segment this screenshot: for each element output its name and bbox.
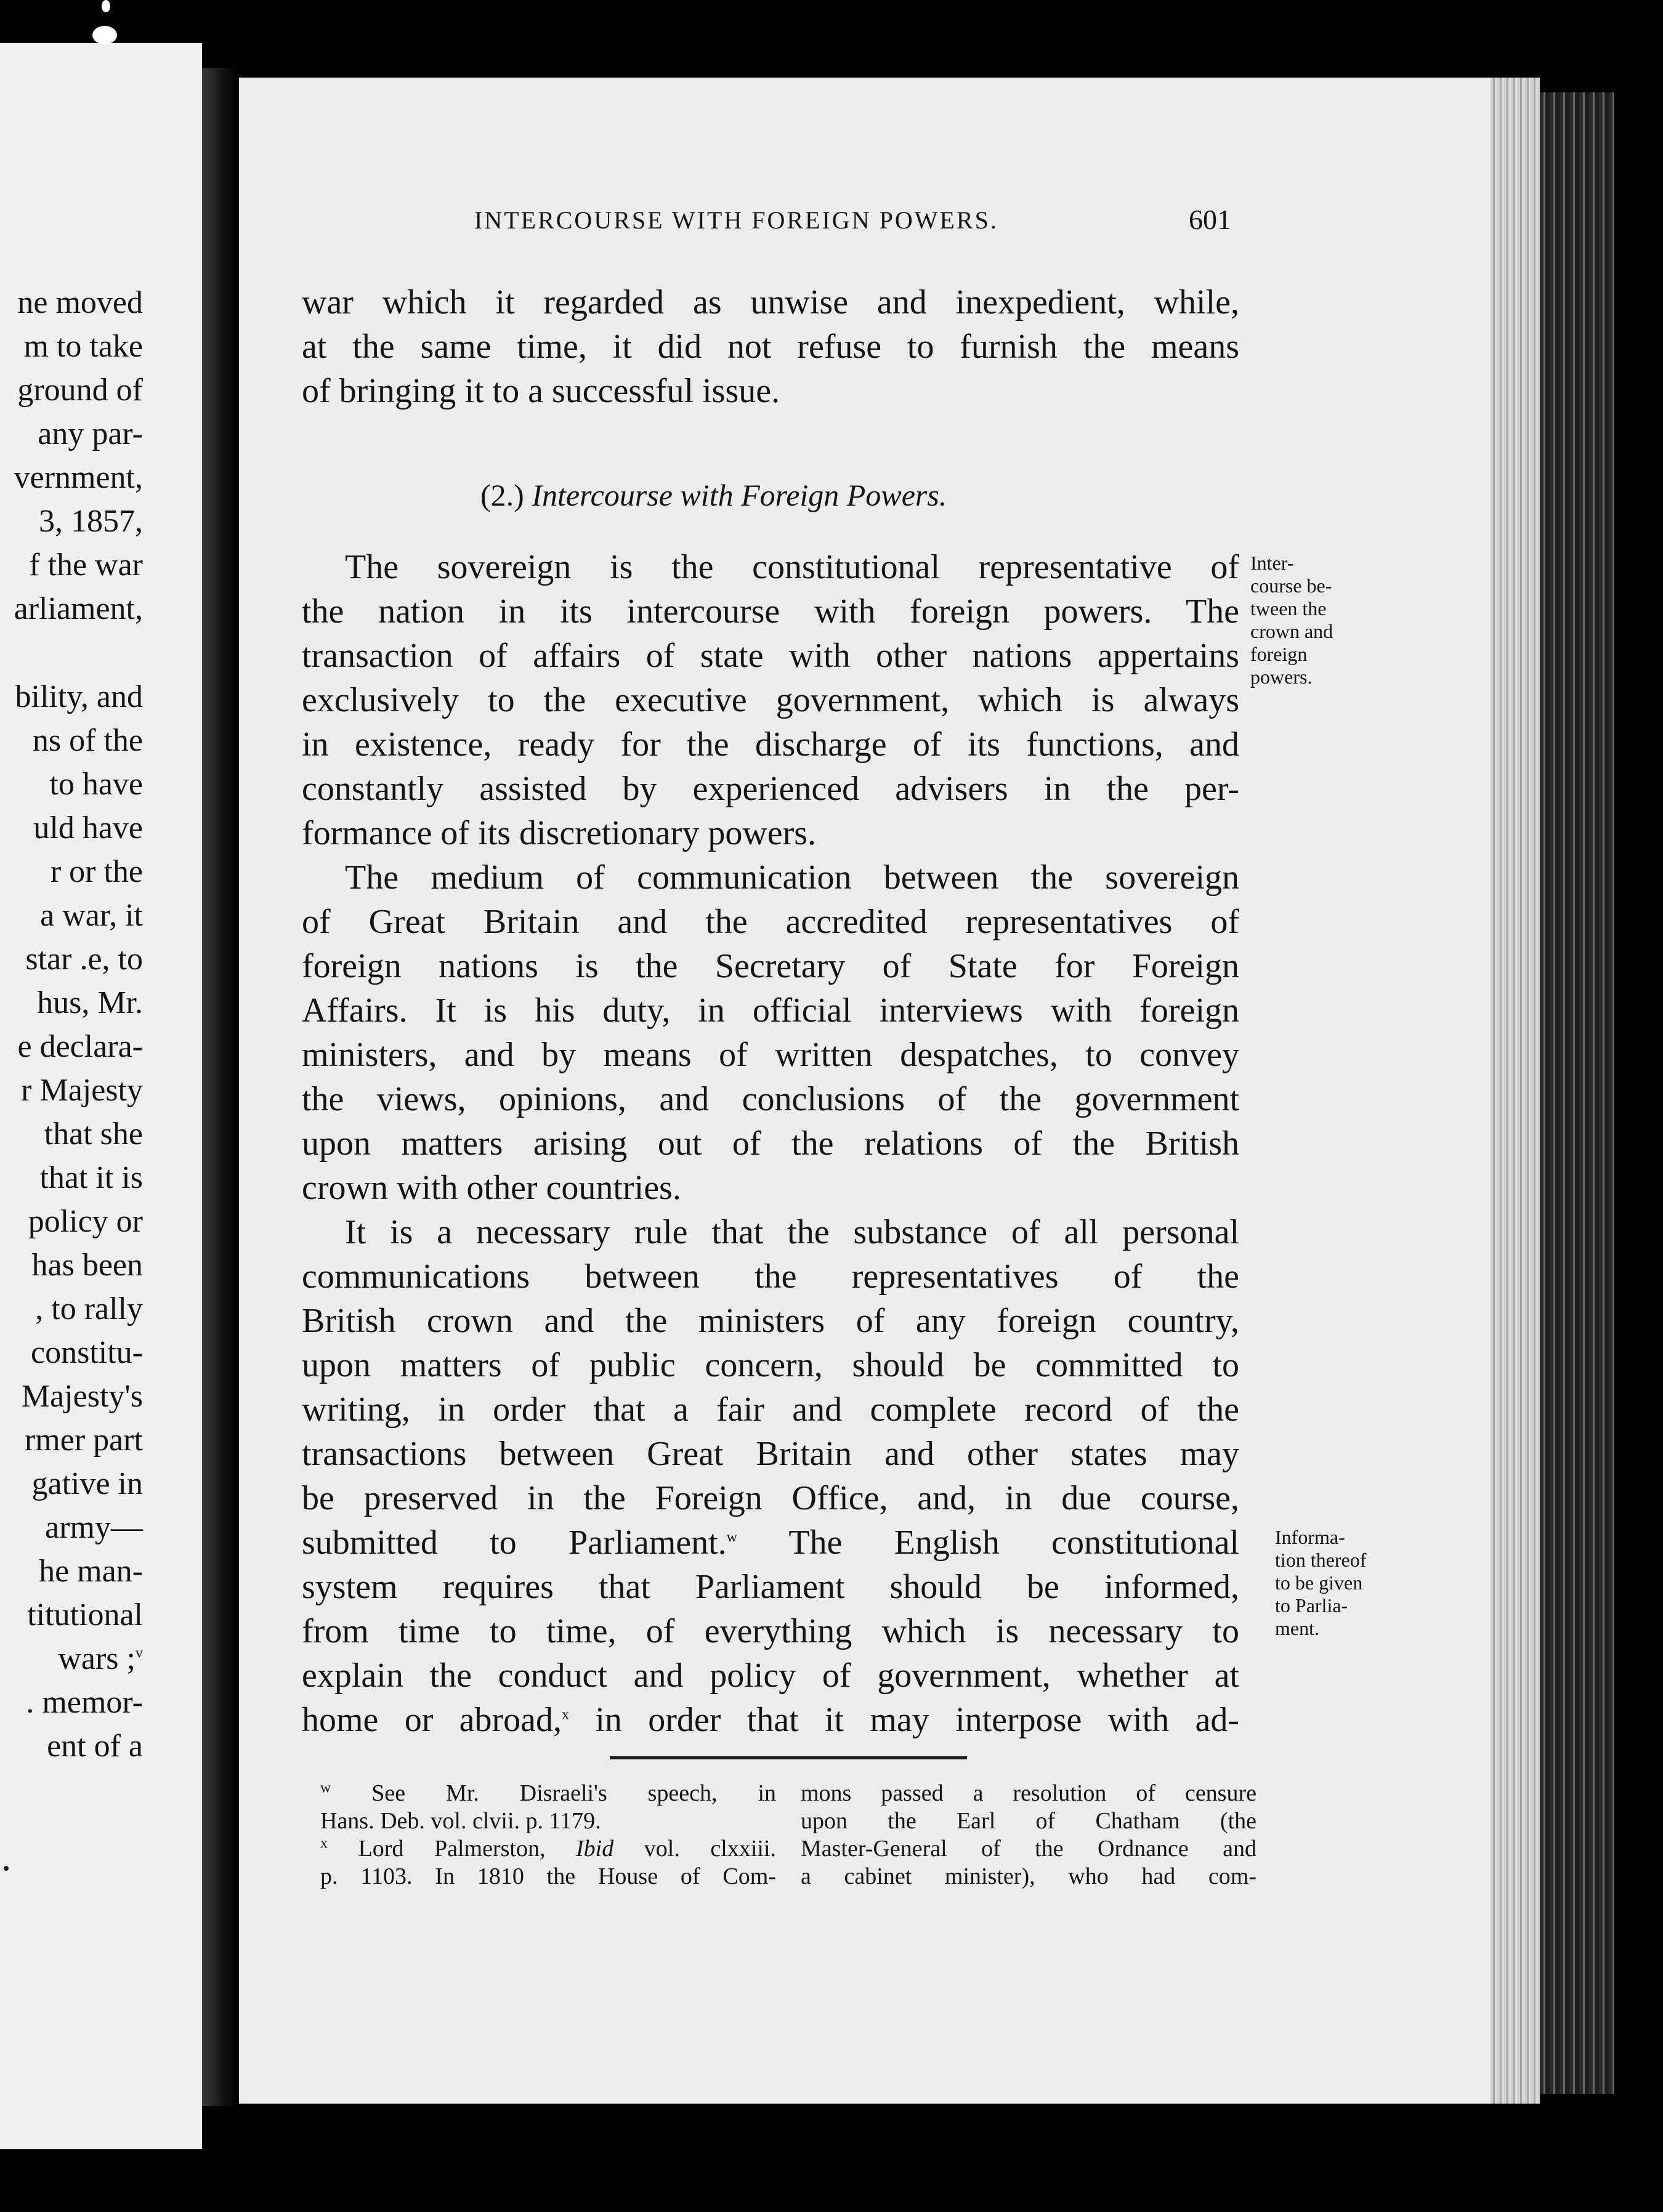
text-line: transactions between Great Britain and other states may xyxy=(302,1435,1239,1473)
footnote-continued-line: Master-General of the Ordnance and xyxy=(801,1836,1256,1862)
left-page-line: that she xyxy=(44,1116,143,1152)
page-stack-edge xyxy=(1540,92,1614,2094)
text-line: the nation in its intercourse with foreign powers. The xyxy=(302,592,1239,631)
left-page-line: . memor- xyxy=(26,1685,143,1720)
left-page-line: any par- xyxy=(38,416,143,451)
text-line: upon matters arising out of the relations of the British xyxy=(302,1124,1239,1163)
book-gutter xyxy=(202,68,239,2106)
side-note-line: ment. xyxy=(1275,1617,1319,1639)
text-line: communications between the representatives of the xyxy=(302,1257,1239,1296)
text-line xyxy=(302,1520,1239,1565)
section-subheading xyxy=(480,477,947,513)
left-facing-page xyxy=(0,43,202,2149)
side-note-information xyxy=(1275,1526,1366,1640)
footnote-ibid: Ibid xyxy=(576,1836,614,1862)
running-head: INTERCOURSE WITH FOREIGN POWERS. xyxy=(474,206,998,234)
side-note-line: tween the xyxy=(1250,597,1327,620)
text-line: exclusively to the executive government, which is always xyxy=(302,681,1239,719)
left-page-line: titutional xyxy=(27,1597,143,1633)
side-note-line: to Parlia- xyxy=(1275,1594,1348,1617)
side-note-intercourse xyxy=(1250,552,1333,688)
footnote-text: See Mr. Disraeli's speech, in xyxy=(371,1780,776,1806)
left-page-line: has been xyxy=(31,1248,143,1283)
text-line xyxy=(302,1698,1239,1742)
text-line: writing, in order that a fair and complete record of the xyxy=(302,1391,1239,1429)
side-note-line: Informa- xyxy=(1275,1526,1345,1548)
left-page-line: hus, Mr. xyxy=(37,985,143,1020)
side-note-line: Inter- xyxy=(1250,552,1294,574)
scan-speck xyxy=(92,26,117,44)
text-line: constantly assisted by experienced advisers in the per- xyxy=(302,770,1239,808)
left-page-line: ground of xyxy=(17,373,143,408)
text-line: of bringing it to a successful issue. xyxy=(302,372,780,410)
section-title: Intercourse with Foreign Powers. xyxy=(532,478,947,512)
footnote-rule xyxy=(610,1756,967,1759)
page-fore-edge xyxy=(1491,78,1540,2104)
left-page-line: f the war xyxy=(29,547,143,583)
footnote-text: vol. clxxiii. xyxy=(613,1836,777,1862)
footnote-continued-line: mons passed a resolution of censure xyxy=(801,1780,1256,1806)
left-page-line: r or the xyxy=(50,854,143,889)
text-line: at the same time, it did not refuse to furnish the means xyxy=(302,328,1239,366)
left-page-line: army— xyxy=(45,1510,143,1545)
left-page-line: to have xyxy=(49,767,143,802)
text-line: The sovereign is the constitutional representative of xyxy=(345,548,1239,586)
footnote-marker-x: x xyxy=(562,1706,570,1723)
left-page-line: arliament, xyxy=(14,591,143,626)
footnote-marker-x: x xyxy=(320,1835,328,1852)
footnote-w-line: Hans. Deb. vol. clvii. p. 1179. xyxy=(320,1808,601,1834)
text-line: explain the conduct and policy of government, whether at xyxy=(302,1657,1239,1695)
scan-speck xyxy=(102,0,110,12)
left-page-line: ns of the xyxy=(32,723,143,758)
left-page-line: ent of a xyxy=(47,1729,143,1764)
text-line: war which it regarded as unwise and inexpedient, while, xyxy=(302,283,1239,321)
side-note-line: tion thereof xyxy=(1275,1549,1367,1571)
left-page-line: bility, and xyxy=(15,679,143,714)
left-page-line: constitu- xyxy=(31,1335,143,1370)
footnote-x-line xyxy=(320,1835,776,1863)
footnote-marker: v xyxy=(136,1645,143,1661)
side-note-line: powers. xyxy=(1250,666,1313,688)
left-page-line: ne moved xyxy=(17,285,143,320)
text-line: formance of its discretionary powers. xyxy=(302,814,817,852)
footnote-continued-line: upon the Earl of Chatham (the xyxy=(801,1808,1256,1834)
left-page-line: , to rally xyxy=(35,1291,143,1326)
left-page-line: gative in xyxy=(31,1466,143,1501)
side-note-line: to be given xyxy=(1275,1572,1363,1594)
text-line: of Great Britain and the accredited representatives of xyxy=(302,903,1239,941)
left-page-line: a war, it xyxy=(40,898,143,933)
text-segment: The English constitutional xyxy=(737,1524,1239,1562)
section-number: (2.) xyxy=(480,478,524,512)
text-line: The medium of communication between the sovereign xyxy=(345,858,1239,897)
text-line: Affairs. It is his duty, in official interviews with foreign xyxy=(302,991,1239,1030)
text-line: be preserved in the Foreign Office, and, in due course, xyxy=(302,1479,1239,1517)
text-line: ministers, and by means of written despatches, to convey xyxy=(302,1036,1239,1074)
text-line: from time to time, of everything which is necessary to xyxy=(302,1612,1239,1650)
text-line: crown with other countries. xyxy=(302,1169,681,1207)
left-page-line: Majesty's xyxy=(21,1379,143,1414)
left-page-line: 3, 1857, xyxy=(39,504,143,539)
text-line: system requires that Parliament should be informed, xyxy=(302,1568,1239,1606)
text-line: the views, opinions, and conclusions of the government xyxy=(302,1080,1239,1118)
left-page-line: that it is xyxy=(39,1160,143,1195)
side-note-line: course be- xyxy=(1250,575,1332,597)
left-page-line: e declara- xyxy=(17,1029,143,1064)
text-segment: home or abroad, xyxy=(302,1701,562,1739)
left-page-line: r Majesty xyxy=(21,1073,143,1108)
left-page-line xyxy=(58,1641,143,1677)
left-page-line: vernment, xyxy=(14,460,143,495)
footnote-continued-line: a cabinet minister), who had com- xyxy=(801,1863,1256,1889)
left-page-line: he man- xyxy=(39,1554,143,1589)
footnote-marker-w: w xyxy=(320,1780,331,1796)
text-segment: in order that it may interpose with ad- xyxy=(569,1701,1240,1739)
side-note-line: crown and xyxy=(1250,620,1333,642)
side-note-line: foreign xyxy=(1250,643,1308,665)
left-page-line: rmer part xyxy=(24,1423,143,1458)
left-page-line-text: wars ; xyxy=(58,1641,136,1676)
ink-dot xyxy=(4,1866,9,1871)
page-number: 601 xyxy=(1189,204,1231,235)
text-line: foreign nations is the Secretary of State for Foreign xyxy=(302,947,1239,985)
text-line: in existence, ready for the discharge of its functions, and xyxy=(302,725,1239,764)
left-page-line: star .e, to xyxy=(25,942,143,977)
left-page-line: uld have xyxy=(33,810,143,846)
text-line: British crown and the ministers of any foreign country, xyxy=(302,1302,1239,1340)
left-page-line: policy or xyxy=(28,1204,143,1239)
text-segment: submitted to Parliament. xyxy=(302,1524,727,1562)
text-line: upon matters of public concern, should be committed to xyxy=(302,1346,1239,1384)
text-line: It is a necessary rule that the substance of all personal xyxy=(345,1213,1239,1251)
text-line: transaction of affairs of state with other nations appertains xyxy=(302,637,1239,675)
left-page-line: m to take xyxy=(23,329,143,364)
footnote-text: Lord Palmerston, xyxy=(358,1836,577,1862)
footnote-x-line: p. 1103. In 1810 the House of Com- xyxy=(320,1863,776,1889)
footnote-w-line xyxy=(320,1780,776,1807)
footnote-marker-w: w xyxy=(726,1529,738,1546)
